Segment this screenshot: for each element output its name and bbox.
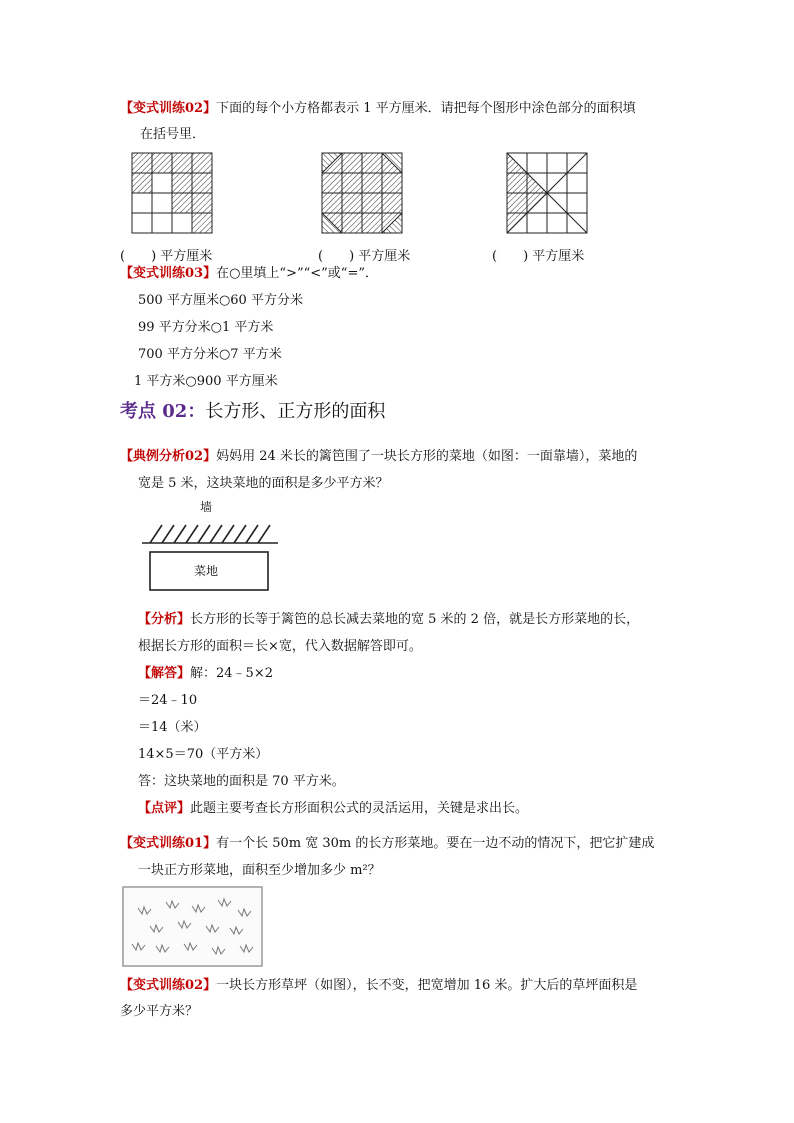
example-tag: 【典例分析02】 [120,449,217,464]
solution-line2: ＝24﹣10 [138,693,198,708]
analysis-tag: 【分析】 [138,612,191,627]
exercise-4-question [120,974,637,993]
solution-line1: 【解答】解：24﹣5×2 [138,666,273,681]
answer-blank-1[interactable]: ( ) 平方厘米 [120,249,213,264]
answer-blank-2[interactable]: ( ) 平方厘米 [318,249,411,264]
section-heading-label: 考点 02： [120,401,206,422]
section-heading-title: 长方形、正方形的面积 [205,401,386,422]
grid-figure-2 [322,153,404,235]
comparison-item: 99 平方分米○1 平方米 [138,320,274,335]
exercise-2-text: 在○里填上“>”“<”或“=”． [216,266,378,281]
exercise-3-question [120,832,654,851]
exercise-3-text-line1: 有一个长 50m 宽 30m 的长方形菜地。要在一边不动的情况下，把它扩建成 [216,836,655,851]
exercise-1-question [120,97,636,116]
grid-figure-1 [132,153,214,235]
solution-tag: 【解答】 [138,666,191,681]
wall-label: 墙 [200,500,213,514]
section-heading [120,397,385,423]
exercise-2-question [120,262,378,281]
analysis-line2: 根据长方形的面积＝长×宽，代入数据解答即可。 [138,639,422,654]
field-label: 菜地 [194,564,219,578]
exercise-1-tag: 【变式训练02】 [120,101,217,116]
answer-blank-3[interactable]: ( ) 平方厘米 [492,249,585,264]
solution-line3: ＝14（米） [138,720,207,735]
example-text-line1: 妈妈用 24 米长的篱笆围了一块长方形的菜地（如图：一面靠墙），菜地的 [216,449,638,464]
exercise-2-tag: 【变式训练03】 [120,266,217,281]
exercise-1-text-line2: 在括号里． [140,127,206,142]
example-question [120,445,637,464]
comment-tag: 【点评】 [138,801,191,816]
exercise-4-tag: 【变式训练02】 [120,978,217,993]
comparison-item: 1 平方米○900 平方厘米 [134,374,278,389]
grid-figure-3 [507,153,589,235]
exercise-4-text-line1: 一块长方形草坪（如图），长不变，把宽增加 16 米。扩大后的草坪面积是 [216,978,638,993]
lawn-figure [122,886,264,968]
exercise-3-text-line2: 一块正方形菜地，面积至少增加多少 m²？ [138,863,381,878]
solution-answer: 答：这块菜地的面积是 70 平方米。 [138,774,345,789]
example-text-line2: 宽是 5 米，这块菜地的面积是多少平方米？ [138,476,389,491]
exercise-1-text-line1: 下面的每个小方格都表示 1 平方厘米．请把每个图形中涂色部分的面积填 [216,101,636,116]
comparison-item: 500 平方厘米○60 平方分米 [138,293,303,308]
comparison-item: 700 平方分米○7 平方米 [138,347,282,362]
analysis-line1: 【分析】长方形的长等于篱笆的总长减去菜地的宽 5 米的 2 倍，就是长方形菜地的长， [138,612,640,627]
solution-line4: 14×5＝70（平方米） [138,747,269,762]
exercise-4-text-line2: 多少平方米？ [120,1004,199,1019]
exercise-3-tag: 【变式训练01】 [120,836,217,851]
comment-line: 【点评】此题主要考查长方形面积公式的灵活运用，关键是求出长。 [138,801,529,816]
